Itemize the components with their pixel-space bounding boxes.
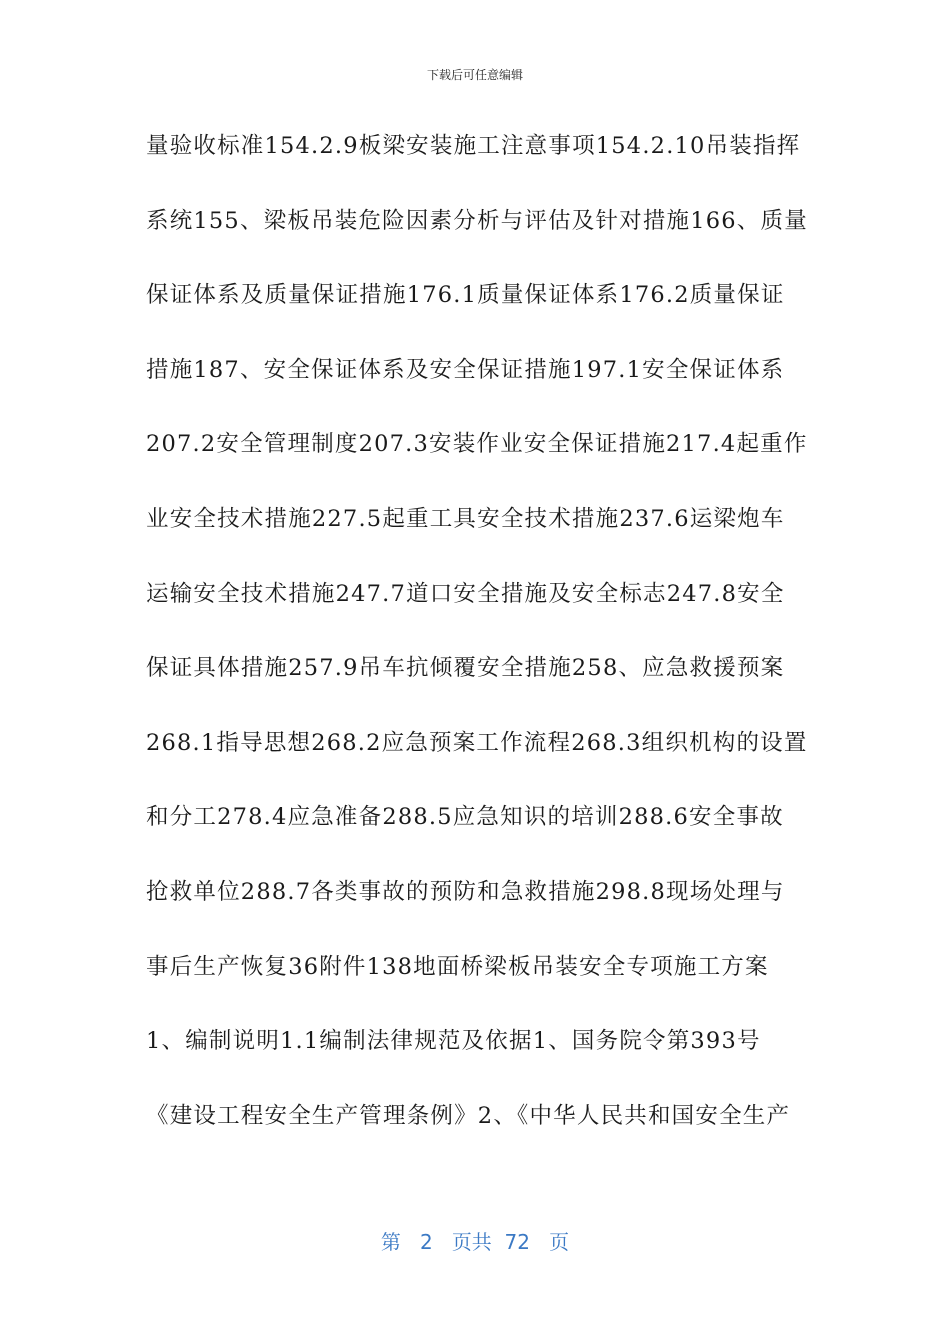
body-line-6: 业安全技术措施227.5起重工具安全技术措施237.6运梁炮车: [146, 505, 785, 532]
footer-prefix: 第: [380, 1230, 401, 1254]
body-line-2: 系统155、梁板吊装危险因素分析与评估及针对措施166、质量: [146, 207, 808, 234]
footer-total-pages: 72: [504, 1230, 530, 1254]
body-line-1: 量验收标准154.2.9板梁安装施工注意事项154.2.10吊装指挥: [146, 133, 801, 159]
body-line-3: 保证体系及质量保证措施176.1质量保证体系176.2质量保证: [146, 282, 785, 309]
document-body: [146, 124, 816, 1168]
footer-middle: 页共: [451, 1230, 492, 1254]
body-line-14: 《建设工程安全生产管理条例》2、《中华人民共和国安全生产: [146, 1102, 791, 1129]
body-line-10: 和分工278.4应急准备288.5应急知识的培训288.6安全事故: [146, 804, 784, 831]
body-line-11: 抢救单位288.7各类事故的预防和急救措施298.8现场处理与: [146, 878, 785, 905]
body-line-5: 207.2安全管理制度207.3安装作业安全保证措施217.4起重作: [146, 431, 808, 458]
body-line-9: 268.1指导思想268.2应急预案工作流程268.3组织机构的设置: [146, 729, 808, 756]
footer-page-number: 2: [420, 1230, 433, 1254]
header-note: 下载后可任意编辑: [426, 68, 523, 82]
page-footer: [0, 1226, 950, 1255]
body-line-4: 措施187、安全保证体系及安全保证措施197.1安全保证体系: [146, 356, 785, 383]
body-line-7: 运输安全技术措施247.7道口安全措施及安全标志247.8安全: [146, 580, 785, 607]
body-line-12: 事后生产恢复36附件138地面桥梁板吊装安全专项施工方案: [146, 953, 769, 980]
body-line-8: 保证具体措施257.9吊车抗倾覆安全措施258、应急救援预案: [146, 655, 785, 682]
footer-suffix: 页: [549, 1230, 570, 1254]
body-line-13: 1、编制说明1.1编制法律规范及依据1、国务院令第393号: [146, 1028, 761, 1055]
